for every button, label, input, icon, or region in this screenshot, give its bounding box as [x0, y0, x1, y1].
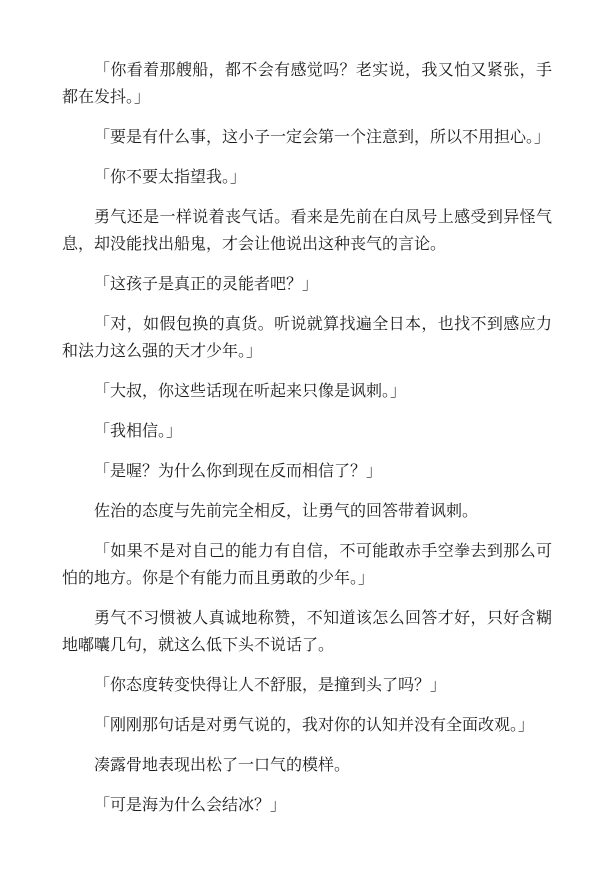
paragraph: 「你看着那艘船，都不会有感觉吗？老实说，我又怕又紧张，手都在发抖。」 [62, 60, 552, 106]
paragraph: 「我相信。」 [94, 421, 183, 440]
page-body [62, 56, 552, 831]
paragraph: 「大叔，你这些话现在听起来只像是讽刺。」 [94, 381, 407, 400]
paragraph: 「可是海为什么会结冰？」 [94, 795, 287, 814]
paragraph: 「刚刚那句话是对勇气说的，我对你的认知并没有全面改观。」 [94, 715, 535, 734]
paragraph: 勇气还是一样说着丧气话。看来是先前在白凤号上感受到异怪气息，却没能找出船鬼，才会让他说出这种丧气的言论。 [62, 207, 552, 253]
paragraph: 勇气不习惯被人真诚地称赞，不知道该怎么回答才好，只好含糊地嘟囔几句，就这么低下头不说话了。 [62, 608, 552, 654]
paragraph: 「要是有什么事，这小子一定会第一个注意到，所以不用担心。」 [94, 127, 551, 146]
paragraph: 佐治的态度与先前完全相反，让勇气的回答带着讽刺。 [94, 501, 479, 520]
paragraph: 「你不要太指望我。」 [94, 167, 247, 186]
paragraph: 「如果不是对自己的能力有自信，不可能敢赤手空拳去到那么可怕的地方。你是个有能力而且勇敢的少年。」 [62, 541, 552, 587]
paragraph: 「对，如假包换的真货。听说就算找遍全日本，也找不到感应力和法力这么强的天才少年。」 [62, 314, 552, 360]
paragraph: 「你态度转变快得让人不舒服，是撞到头了吗？」 [94, 675, 447, 694]
paragraph: 凑露骨地表现出松了一口气的模样。 [94, 755, 351, 774]
paragraph: 「这孩子是真正的灵能者吧？」 [94, 274, 319, 293]
paragraph: 「是喔？为什么你到现在反而相信了？」 [94, 461, 383, 480]
